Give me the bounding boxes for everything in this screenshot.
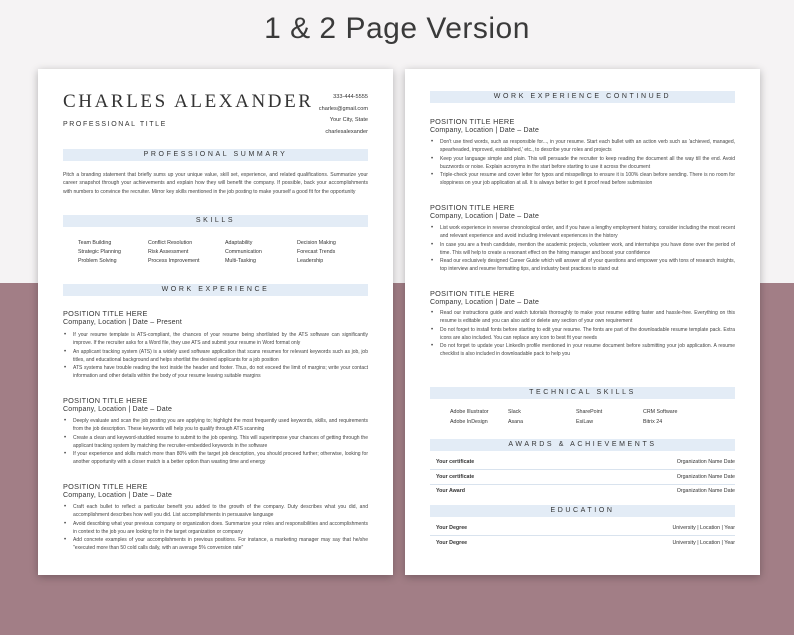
job-title: POSITION TITLE HERE bbox=[430, 203, 515, 212]
contact-location: Your City, State bbox=[329, 117, 368, 123]
job-company: Company, Location | Date – Date bbox=[430, 213, 540, 220]
job-bullet: • Add concrete examples of your accomplishments in previous positions. For instance, a marketing manager may say that he/she "executed more than 50 cold calls daily, with an average 5% conversion rate" bbox=[63, 536, 368, 553]
award-label: Your Award bbox=[436, 488, 466, 494]
job-bullet: • An applicant tracking system (ATS) is a widely used software application that scans resumes for relevant keywords such as job, job titles, and educational background and helps shortlist the desired applicants for a job position bbox=[63, 348, 368, 365]
technical-skills-grid bbox=[450, 409, 730, 425]
job-bullet: • Triple-check your resume and cover letter for typos and misspellings to ensure it is 100% clean before sending. There is no room for sloppiness on your job application at all. It is always better to get it proof read before submission bbox=[430, 171, 735, 188]
job-company: Company, Location | Date – Present bbox=[63, 319, 182, 326]
row-divider bbox=[430, 484, 735, 485]
experience-continued-heading: WORK EXPERIENCE CONTINUED bbox=[430, 91, 735, 103]
contact-block bbox=[319, 92, 368, 138]
job-bullets bbox=[63, 331, 368, 381]
job-bullets bbox=[430, 224, 735, 274]
job-bullet: • List work experience in reverse chronological order, and if you have a lengthy employment history, consider including the most recent and relevant experience and avoid including irrelevant experiences in the history bbox=[430, 224, 735, 241]
education-row bbox=[430, 540, 735, 552]
skill-item: Conflict Resolution bbox=[148, 240, 193, 246]
job-title: POSITION TITLE HERE bbox=[63, 396, 148, 405]
resume-page-one bbox=[38, 69, 393, 575]
degree-label: Your Degree bbox=[436, 540, 468, 546]
skill-item: Decision Making bbox=[297, 240, 336, 246]
job-bullets bbox=[430, 138, 735, 188]
award-label: Your certificate bbox=[436, 474, 475, 480]
award-org: Organization Name Date bbox=[676, 459, 735, 465]
skills-grid bbox=[78, 240, 358, 264]
degree-org: University | Location | Year bbox=[672, 525, 735, 531]
skill-item: Process Improvement bbox=[148, 258, 200, 264]
job-bullet: • Keep your language simple and plain. This will persuade the recruiter to keep reading the document all the way till the end. Avoid buzzwords or noise. Explain acronyms in the start before starting to use it across the document bbox=[430, 155, 735, 172]
award-row bbox=[430, 488, 735, 500]
summary-heading: PROFESSIONAL SUMMARY bbox=[63, 149, 368, 161]
tech-skill-item: Adobe InDesign bbox=[450, 419, 488, 425]
skill-item: Communication bbox=[225, 249, 262, 255]
tech-skill-item: Adobe Illustrator bbox=[450, 409, 489, 415]
awards-heading: AWARDS & ACHIEVEMENTS bbox=[430, 439, 735, 451]
job-bullet: • ATS systems have trouble reading the text inside the header and footer. Thus, do not exceed the limit of margins; write your contact information and other details within the body of your resume leaving suitable margins bbox=[63, 364, 368, 381]
degree-org: University | Location | Year bbox=[672, 540, 735, 546]
job-bullet: • Read our instructions guide and watch tutorials thoroughly to make your resume editing faster and hassle-free. Everything on this resume is editable and you can also add or delete any section of your own requirement bbox=[430, 309, 735, 326]
row-divider bbox=[430, 535, 735, 536]
award-org: Organization Name Date bbox=[676, 474, 735, 480]
job-bullets bbox=[63, 503, 368, 553]
award-label: Your certificate bbox=[436, 459, 475, 465]
education-heading: EDUCATION bbox=[430, 505, 735, 517]
job-bullet: • Deeply evaluate and scan the job posting you are applying to; highlight the most frequently used keywords, skills, and requirements from the job description. These keywords will help you to qualify through ATS scanning bbox=[63, 417, 368, 434]
job-bullets bbox=[430, 309, 735, 359]
degree-label: Your Degree bbox=[436, 525, 468, 531]
contact-email: charles@gmail.com bbox=[318, 105, 368, 112]
skill-item: Forecast Trends bbox=[297, 249, 336, 255]
award-org: Organization Name Date bbox=[676, 488, 735, 494]
row-divider bbox=[430, 469, 735, 470]
tech-skill-item: Asana bbox=[508, 419, 524, 425]
experience-heading: WORK EXPERIENCE bbox=[63, 284, 368, 296]
headline: 1 & 2 Page Version bbox=[264, 12, 530, 45]
job-title: POSITION TITLE HERE bbox=[63, 309, 148, 318]
job-title: POSITION TITLE HERE bbox=[430, 289, 515, 298]
tech-skill-item: SharePoint bbox=[576, 409, 603, 415]
contact-phone: 333-444-5555 bbox=[333, 94, 368, 100]
job-bullet: • In case you are a fresh candidate, mention the academic projects, volunteer work, and internships you have done over the period of time. This will help to create a resonant effect on the hiring manager and boost your confidence bbox=[430, 241, 735, 258]
skills-heading: SKILLS bbox=[63, 215, 368, 227]
skill-item: Team Building bbox=[78, 240, 112, 246]
contact-linkedin: charlesalexander bbox=[325, 128, 368, 135]
summary-text: Pitch a branding statement that briefly sums up your unique value, skill set, experience, and related qualifications. Summarize your career snapshot through your achievements and explain how they will benefit the company. If possible, back your accomplishments with numbers to convince the recruiter. Mirror key skills mentioned in the job posting to make yourself a good fit for the opportunity bbox=[63, 172, 368, 195]
job-bullet: • Don't use tired words, such as responsible for..., in your resume. Start each bullet with an action verb such as 'achieved, managed, spearheaded, improved, established,' etc., to describe your roles and projects bbox=[430, 138, 735, 155]
tech-skill-item: Bitrix 24 bbox=[643, 419, 663, 425]
job-bullet: • Craft each bullet to reflect a particular benefit you added to the growth of the company. Duty describes what you did, and accomplishment describes how well you did. List accomplishments in persuasive language bbox=[63, 503, 368, 520]
skill-item: Multi-Tasking bbox=[225, 258, 256, 264]
tech-skill-item: CRM Software bbox=[643, 409, 678, 415]
job-title: POSITION TITLE HERE bbox=[63, 482, 148, 491]
skill-item: Adaptability bbox=[225, 240, 253, 246]
job-bullet: • Read our exclusively designed Career Guide which will answer all of your questions and empower you with tons of research insights, top interview and resume formatting tips, and industry best practices to stand out bbox=[430, 257, 735, 274]
job-company: Company, Location | Date – Date bbox=[63, 492, 173, 499]
technical-skills-heading: TECHNICAL SKILLS bbox=[430, 387, 735, 399]
job-title: POSITION TITLE HERE bbox=[430, 117, 515, 126]
resume-page-two bbox=[405, 69, 760, 575]
job-bullet: • Avoid describing what your previous company or organization does. Summarize your roles and responsibilities and accomplishments in context to the job you are looking for in the target organization or company bbox=[63, 520, 368, 537]
job-company: Company, Location | Date – Date bbox=[430, 299, 540, 306]
candidate-name: CHARLES ALEXANDER bbox=[63, 91, 314, 112]
tech-skill-item: Slack bbox=[508, 409, 521, 415]
job-bullet: • If your experience and skills match more than 80% with the target job description, you should proceed further; otherwise, looking for another opportunity with a closer match is a better option than wasting time and energy bbox=[63, 450, 368, 467]
job-bullet: • Create a clean and keyword-studded resume to submit to the job opening. This will superimpose your chances of getting through the applicant tracking system by matching the recruiter-embedded keywords in the software bbox=[63, 434, 368, 451]
skill-item: Risk Assessment bbox=[148, 249, 189, 255]
tech-skill-item: EsiLaw bbox=[576, 419, 594, 425]
skill-item: Problem Solving bbox=[78, 258, 117, 264]
job-bullets bbox=[63, 417, 368, 467]
skill-item: Leadership bbox=[297, 258, 324, 264]
professional-title: PROFESSIONAL TITLE bbox=[63, 121, 167, 128]
job-bullet: • Do not forget to update your LinkedIn profile mentioned in your resume document before submitting your job application. A resume checklist is also included in downloadable pack to help you bbox=[430, 342, 735, 359]
job-bullet: • Do not forget to install fonts before starting to edit your resume. The fonts are part of the downloadable resume template pack. Extra icons are also included. You can replace any icon to best fit your needs bbox=[430, 326, 735, 343]
job-company: Company, Location | Date – Date bbox=[430, 127, 540, 134]
job-bullet: • If your resume template is ATS-compliant, the chances of your resume being shortlisted by the ATS software can significantly improve. If the recruiter asks for a Word file, they use ATS and submit your resume in Word format only bbox=[63, 331, 368, 348]
job-company: Company, Location | Date – Date bbox=[63, 406, 173, 413]
skill-item: Strategic Planning bbox=[78, 249, 121, 255]
